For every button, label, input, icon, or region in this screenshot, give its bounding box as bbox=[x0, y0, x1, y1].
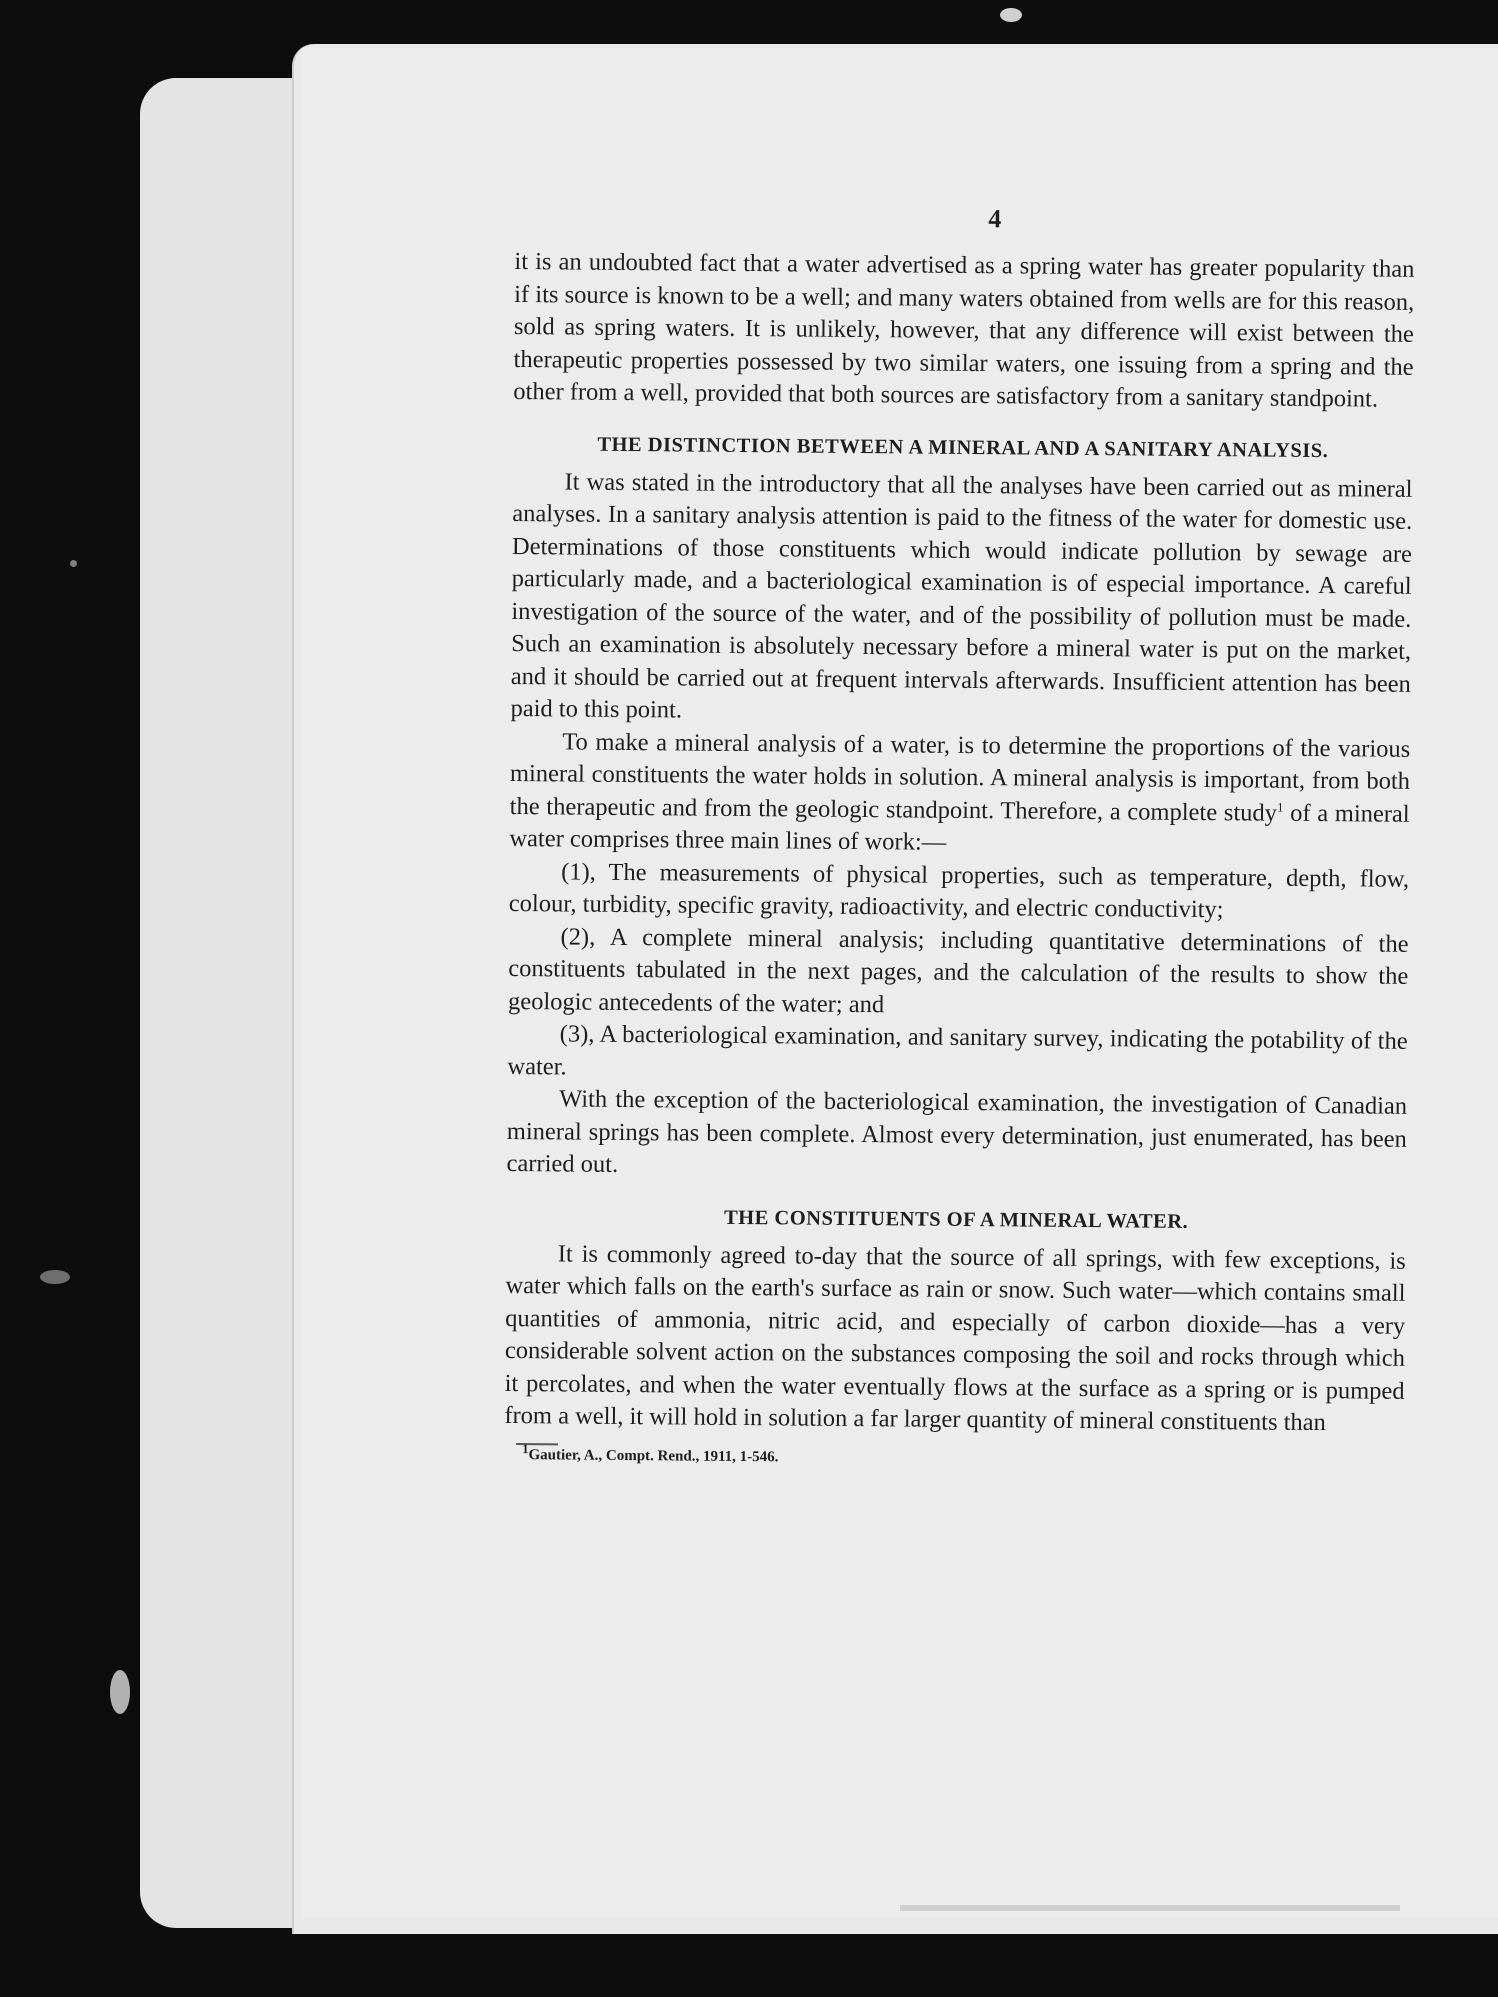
section-heading-constituents: THE CONSTITUENTS OF A MINERAL WATER. bbox=[723, 1206, 1189, 1233]
list-item-bacteriological: (3), A bacteriological examination, and sanitary survey, indicating the potability of the water. bbox=[507, 1020, 1408, 1080]
paragraph-mineral-analysis bbox=[509, 725, 1410, 863]
paragraph-sanitary-analysis: It was stated in the introductory that all the analyses have been carried out as mineral analyses. In a sanitary analysis attention is paid to the fitness of the water for domestic use. Determinations of those constituents which would indicate pollution by sewage are particularly made, and a bacteriological examination is of especial importance. A careful investigation of the source of the water, and of the possibility of pollution must be made. Such an examination is absolutely necessary before a mineral water is put on the market, and it should be carried out at frequent intervals afterwards. Insufficient attention has been paid to this point. bbox=[510, 467, 1413, 724]
paragraph-investigation-status: With the exception of the bacteriological examination, the investigation of Canadian mineral springs has been complete. Almost every determination, just enumerated, has been carried out. bbox=[506, 1085, 1408, 1178]
list-item-mineral-analysis: (2), A complete mineral analysis; including quantitative determinations of the constituents tabulated in the next pages, and the calculation of the results to show the geologic antecedents of the water; and bbox=[507, 922, 1409, 1018]
footnote-text: Gautier, A., Compt. Rend., 1911, 1-546. bbox=[528, 1446, 779, 1465]
page-content bbox=[504, 200, 1415, 1471]
scan-speck bbox=[1000, 8, 1022, 22]
page-number: 4 bbox=[988, 204, 1002, 234]
paragraph-mineral-analysis-text: To make a mineral analysis of a water, is to determine the proportions of the various mineral constituents the water holds in solution. A mineral analysis is important, from both the therapeutic and from the geologic standpoint. Therefore, a complete study bbox=[509, 727, 1411, 827]
section-heading-distinction: THE DISTINCTION BETWEEN A MINERAL AND A SANITARY ANALYSIS. bbox=[597, 433, 1329, 462]
paragraph-source-of-springs: It is commonly agreed to-day that the source of all springs, with few exceptions, is water which falls on the earth's surface as rain or snow. Such water—which contains small quantities of ammonia, nitric acid, and especially of carbon dioxide—has a very considerable solvent action on the substances composing the soil and rocks through which it percolates, and when the water eventually flows at the surface as a spring or is pumped from a well, it will hold in solution a far larger quantity of mineral constituents than bbox=[504, 1239, 1406, 1437]
scan-smudge bbox=[900, 1905, 1400, 1911]
scan-speck bbox=[40, 1270, 70, 1284]
footnote-reference: 1 bbox=[1276, 799, 1284, 815]
scan-speck bbox=[110, 1670, 130, 1714]
footnote-mark: 1 bbox=[522, 1440, 529, 1456]
list-item-physical-properties: (1), The measurements of physical properties, such as temperature, depth, flow, colour, turbidity, specific gravity, radioactivity, and electric conductivity; bbox=[508, 857, 1410, 924]
scan-speck bbox=[70, 560, 77, 567]
paragraph-mineral-analysis-text-end: of a mineral water comprises three main lines of work:— bbox=[509, 799, 1410, 856]
paragraph-spring-vs-well: it is an undoubted fact that a water advertised as a spring water has greater popularity than if its source is known to be a well; and many waters obtained from wells are for this reason, sold as spring waters. It is unlikely, however, that any difference will exist between the therapeutic properties possessed by two similar waters, one issuing from a spring and the other from a well, provided that both sources are satisfactory from a sanitary standpoint. bbox=[513, 247, 1415, 413]
